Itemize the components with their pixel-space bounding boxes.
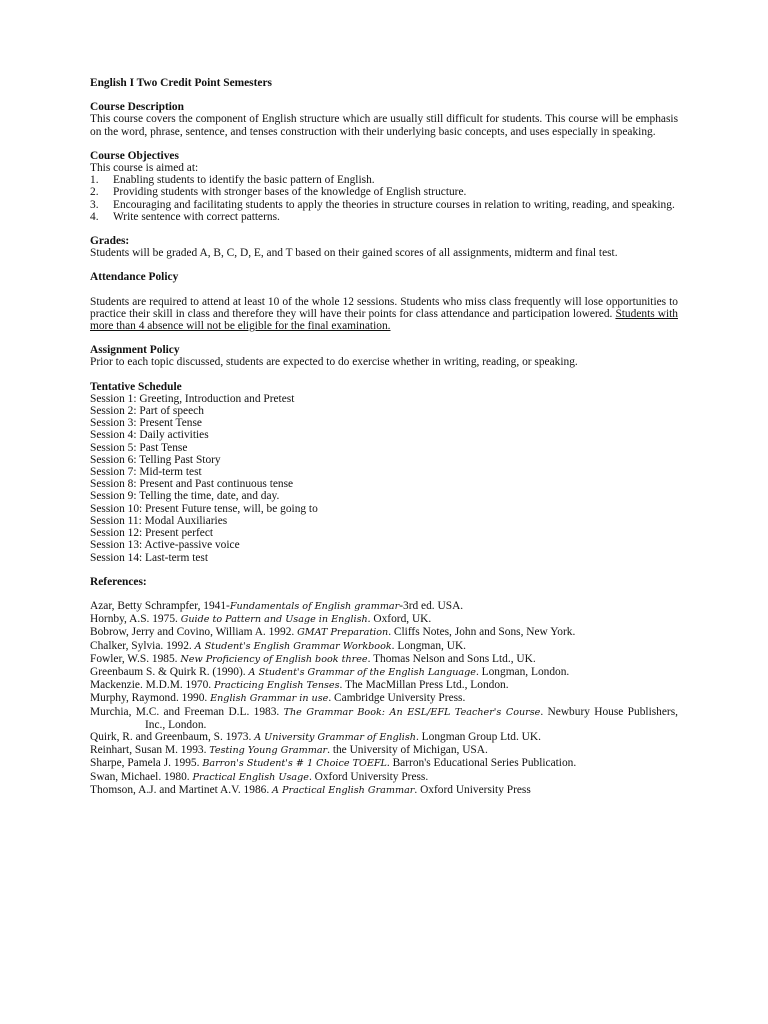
list-item (90, 174, 678, 186)
reference-item (90, 784, 678, 797)
session-item: Session 14: Last-term test (90, 551, 209, 564)
reference-author: Murphy, Raymond. 1990. (90, 692, 211, 705)
session-item: Session 4: Daily activities (90, 429, 209, 442)
reference-item (90, 679, 678, 692)
session-item: Session 8: Present and Past continuous tense (90, 478, 294, 491)
session-item: Session 6: Telling Past Story (90, 453, 221, 466)
references-section (90, 576, 678, 797)
grades-text: Students will be graded A, B, C, D, E, and T based on their gained scores of all assignments, midterm and final test. (90, 247, 618, 260)
grades-heading: Grades: (90, 235, 130, 248)
assignment-policy-section (90, 344, 678, 368)
reference-author: Bobrow, Jerry and Covino, William A. 1992. (90, 626, 298, 639)
reference-title: A Student's English Grammar Workbook (194, 640, 392, 652)
session-item: Session 11: Modal Auxiliaries (90, 514, 228, 527)
reference-title: English Grammar in use (210, 693, 329, 705)
reference-title: The Grammar Book: An ESL/EFL Teacher's Course (283, 706, 541, 718)
reference-publisher: . The MacMillan Press Ltd., London. (339, 679, 509, 692)
reference-publisher: . the University of Michigan, USA. (327, 744, 488, 757)
reference-author: Greenbaum S. & Quirk R. (1990). (90, 665, 249, 678)
course-description-section (90, 101, 678, 138)
reference-item (90, 666, 678, 679)
list-number: 3. (90, 198, 99, 211)
reference-item (90, 600, 678, 613)
list-text: Providing students with stronger bases of the knowledge of English structure. (113, 186, 467, 199)
reference-author: Fowler, W.S. 1985. (90, 652, 181, 665)
reference-title: Fundamentals of English grammar (229, 600, 400, 612)
reference-author: Chalker, Sylvia. 1992. (90, 639, 195, 652)
list-item (90, 186, 678, 198)
document-content (90, 77, 678, 809)
session-item: Session 1: Greeting, Introduction and Pretest (90, 392, 295, 405)
attendance-policy-text (90, 296, 678, 333)
reference-publisher: . Longman, London. (475, 665, 570, 678)
reference-title: A University Grammar of English (254, 731, 416, 743)
list-text: Encouraging and facilitating students to apply the theories in structure courses in relation to writing, reading, and speaking. (113, 198, 675, 211)
reference-publisher: . Oxford University Press. (308, 770, 429, 783)
list-number: 2. (90, 186, 99, 199)
objectives-list (90, 174, 678, 223)
session-item: Session 3: Present Tense (90, 417, 202, 430)
reference-item (90, 731, 678, 744)
reference-author: Thomson, A.J. and Martinet A.V. 1986. (90, 783, 273, 796)
session-item: Session 13: Active-passive voice (90, 539, 240, 552)
reference-item (90, 626, 678, 639)
reference-title: Practicing English Tenses (214, 680, 340, 692)
reference-item (90, 640, 678, 653)
reference-publisher: . Thomas Nelson and Sons Ltd., UK. (367, 652, 536, 665)
tentative-schedule-section (90, 381, 678, 564)
session-item: Session 10: Present Future tense, will, be going to (90, 502, 318, 515)
reference-title: Testing Young Grammar (209, 745, 328, 757)
reference-publisher: . Newbury House Publishers, Inc., London. (145, 705, 678, 731)
document-title: English I Two Credit Point Semesters (90, 77, 272, 89)
session-item: Session 12: Present perfect (90, 527, 214, 540)
list-text: Enabling students to identify the basic pattern of English. (113, 174, 375, 187)
reference-publisher: . Cambridge University Press. (328, 692, 466, 705)
reference-publisher: . Oxford University Press (414, 783, 531, 796)
course-description-text: This course covers the component of English structure which are usually still difficult for students. This course will be emphasis on the word, phrase, sentence, and tenses construction with their underlying basic concepts, and uses especially in speaking. (90, 113, 678, 138)
reference-item (90, 653, 678, 666)
reference-publisher: . Longman, UK. (391, 639, 467, 652)
list-item (90, 199, 678, 211)
reference-author: Murchia, M.C. and Freeman D.L. 1983. (90, 705, 284, 718)
reference-title: A Practical English Grammar (272, 784, 415, 796)
attendance-policy-heading: Attendance Policy (90, 271, 179, 284)
reference-title: New Proficiency of English book three (180, 653, 368, 665)
tentative-schedule-heading: Tentative Schedule (90, 380, 182, 393)
session-item: Session 9: Telling the time, date, and day. (90, 490, 280, 503)
course-description-heading: Course Description (90, 101, 184, 114)
reference-publisher: . Oxford, UK. (367, 613, 432, 626)
reference-author: Reinhart, Susan M. 1993. (90, 744, 210, 757)
reference-title: Practical English Usage (192, 771, 309, 783)
reference-item (90, 757, 678, 770)
reference-author: Azar, Betty Schrampfer, 1941- (90, 599, 230, 612)
reference-author: Quirk, R. and Greenbaum, S. 1973. (90, 730, 255, 743)
reference-item (90, 692, 678, 705)
session-item: Session 7: Mid-term test (90, 466, 202, 479)
reference-author: Hornby, A.S. 1975. (90, 613, 181, 626)
list-text: Write sentence with correct patterns. (113, 210, 280, 223)
reference-title: A Student's Grammar of the English Language (248, 666, 476, 678)
reference-title: Guide to Pattern and Usage in English (180, 614, 368, 626)
reference-author: Mackenzie. M.D.M. 1970. (90, 679, 215, 692)
attendance-policy-warning: Students with more than 4 absence will not be eligible for the final examination. (90, 307, 678, 333)
assignment-policy-heading: Assignment Policy (90, 344, 180, 357)
session-item: Session 2: Part of speech (90, 405, 204, 418)
reference-list (90, 600, 678, 797)
attendance-policy-body: Students are required to attend at least 10 of the whole 12 sessions. Students who miss class frequently will lose opportunities to practice their skill in class and therefore they will have their points for class attendance and participation lowered. (90, 295, 678, 320)
course-objectives-section (90, 150, 678, 223)
references-heading: References: (90, 575, 147, 588)
reference-item (90, 744, 678, 757)
reference-title: GMAT Preparation (297, 627, 389, 639)
course-objectives-heading: Course Objectives (90, 149, 179, 162)
assignment-policy-text: Prior to each topic discussed, students are expected to do exercise whether in writing, reading, or speaking. (90, 356, 578, 369)
list-number: 1. (90, 174, 99, 187)
reference-title: Barron's Student's # 1 Choice TOEFL (202, 758, 387, 770)
reference-author: Sharpe, Pamela J. 1995. (90, 757, 203, 770)
session-item: Session 5: Past Tense (90, 441, 188, 454)
reference-publisher: -3rd ed. USA. (399, 599, 464, 612)
list-item (90, 211, 678, 223)
grades-section (90, 235, 678, 259)
reference-item (90, 613, 678, 626)
attendance-policy-section (90, 271, 678, 332)
reference-publisher: . Longman Group Ltd. UK. (415, 730, 541, 743)
reference-publisher: . Cliffs Notes, John and Sons, New York. (388, 626, 576, 639)
reference-author: Swan, Michael. 1980. (90, 770, 193, 783)
session-list (90, 393, 678, 564)
reference-publisher: . Barron's Educational Series Publication. (386, 757, 577, 770)
reference-item (90, 706, 678, 731)
reference-item (90, 771, 678, 784)
list-number: 4. (90, 210, 99, 223)
course-objectives-intro: This course is aimed at: (90, 162, 199, 175)
